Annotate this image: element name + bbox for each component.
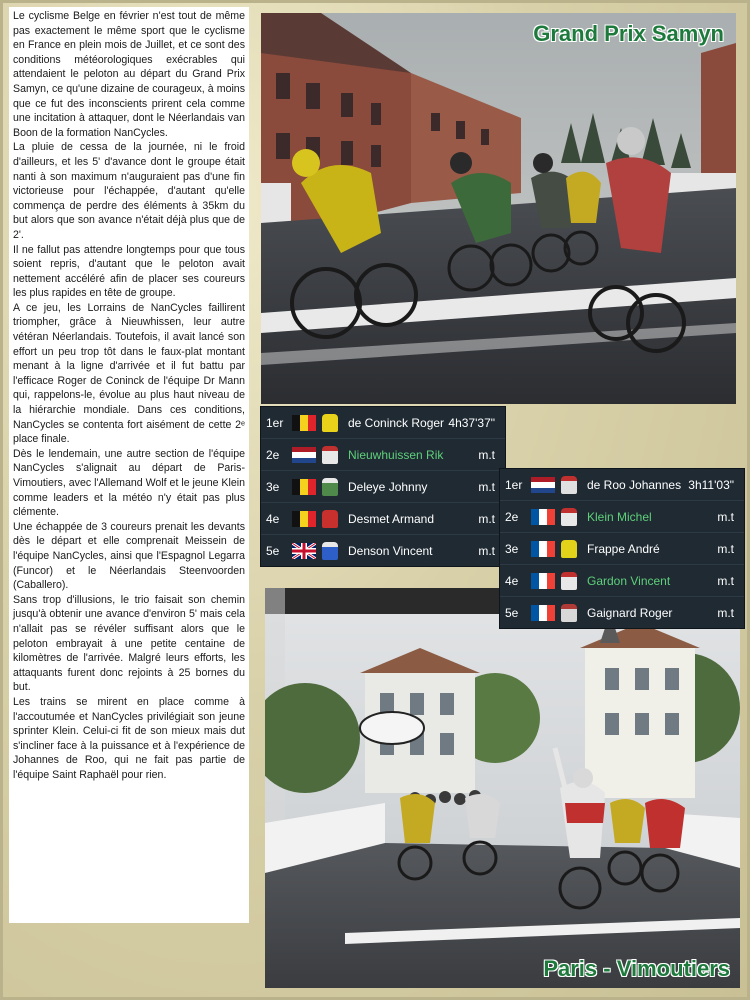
- result-row: [500, 597, 744, 628]
- result-rider-name: Desmet Armand: [348, 511, 435, 526]
- result-rider-name: Denson Vincent: [348, 543, 433, 558]
- flag-belgium-icon: [292, 511, 316, 527]
- jersey-icon: [322, 414, 338, 432]
- article-paragraph: Le cyclisme Belge en février n'est tout de même pas exactement le même sport que le cyclisme en France en plein mois de Juillet, et ce sont des conditions météorologiques exécrables qui attendaient le peloton au départ du Grand Prix Samyn, ce qu'une dizaine de courageux, à moins que ce fut des inconscients prirent cela comme une incitation à attaquer, dont le Néerlandais van Boon de la formation NanCycles.: [13, 10, 245, 139]
- jersey-icon: [322, 446, 338, 464]
- jersey-icon: [561, 572, 577, 590]
- result-row: [500, 565, 744, 597]
- result-row: [261, 471, 505, 503]
- result-rider-name: Gaignard Roger: [587, 605, 673, 620]
- jersey-icon: [322, 510, 338, 528]
- result-rider-name: Deleye Johnny: [348, 479, 428, 494]
- article-paragraph: Dès le lendemain, une autre section de l'équipe NanCycles s'alignait au départ de Paris-Vimoutiers, avec l'Allemand Wolf et le jeune Klein comme leaders et la météo n'y était pas plus clémente.: [13, 447, 245, 519]
- result-time: m.t: [478, 543, 495, 558]
- result-time: m.t: [717, 509, 734, 524]
- race-title-samyn: Grand Prix Samyn: [533, 21, 724, 46]
- jersey-icon: [561, 604, 577, 622]
- result-rider-name: Gardon Vincent: [587, 573, 671, 588]
- jersey-icon: [322, 478, 338, 496]
- article-paragraph: Sans trop d'illusions, le trio faisait son chemin jusqu'à obtenir une avance d'environ 5' mais cela n'allait pas se révéler suffisant alors que le peloton embrayait à une petite centaine de kilomètres de l'arrivée. Malgré leurs efforts, les attaquants furent donc rejoints à 25 bornes du but.: [13, 593, 245, 694]
- result-rider-name: Klein Michel: [587, 509, 652, 524]
- result-row: [500, 501, 744, 533]
- flag-france-icon: [531, 573, 555, 589]
- result-time: m.t: [717, 605, 734, 620]
- jersey-icon: [561, 476, 577, 494]
- result-time: 4h37'37": [448, 415, 495, 430]
- article-paragraph: Une échappée de 3 coureurs prenait les devants dès le départ et elle comprenait Meissein de l'équipe NanCycles, ainsi que l'Espagnol Legarra (Funcor) et le Néerlandais Steenvoorden (Caballero).: [13, 520, 245, 592]
- jersey-icon: [322, 542, 338, 560]
- article-paragraph: La pluie de cessa de la journée, ni le froid d'ailleurs, et les 5' d'avance dont le groupe était nanti à son maximum n'auguraient pas d'une fin victorieuse pour l'échappée, d'autant qu'elle commença de perdre des éléments à 35km du but alors que son avance n'était déjà plus que de 2'.: [13, 141, 245, 241]
- result-row: [261, 407, 505, 439]
- flag-france-icon: [531, 509, 555, 525]
- results-table-samyn: [260, 406, 506, 567]
- result-row: [500, 533, 744, 565]
- race-title-vimoutiers: Paris - Vimoutiers: [543, 956, 730, 981]
- flag-belgium-icon: [292, 415, 316, 431]
- result-time: m.t: [478, 511, 495, 526]
- result-time: m.t: [478, 447, 495, 462]
- result-row: [261, 503, 505, 535]
- result-time: m.t: [478, 479, 495, 494]
- result-rank: 3e: [266, 479, 280, 494]
- race-photo-samyn-illustration: [261, 13, 736, 404]
- result-rider-name: Frappe André: [587, 541, 660, 556]
- jersey-icon: [561, 508, 577, 526]
- result-rank: 3e: [505, 541, 519, 556]
- race-photo-vimoutiers-illustration: [265, 588, 740, 988]
- article-text: [9, 7, 249, 923]
- flag-uk-icon: [292, 543, 316, 559]
- result-row: [500, 469, 744, 501]
- jersey-icon: [561, 540, 577, 558]
- result-rank: 5e: [505, 605, 519, 620]
- result-time: m.t: [717, 541, 734, 556]
- result-rider-name: de Coninck Roger: [348, 415, 445, 430]
- result-rank: 4e: [505, 573, 519, 588]
- article-paragraph: Les trains se mirent en place comme à l'accoutumée et NanCycles privilégiait son jeune sprinter Klein. Celui-ci fit de son mieux mais dut s'incliner face à la puissance et à l'expérience de Johannes de Roo, qui ne fait pas partie de l'équipe Saint Raphaël pour rien.: [13, 695, 245, 781]
- results-table-vimoutiers: [499, 468, 745, 629]
- result-row: [261, 439, 505, 471]
- result-rank: 2e: [266, 447, 280, 462]
- flag-belgium-icon: [292, 479, 316, 495]
- result-rider-name: de Roo Johannes: [587, 477, 682, 492]
- result-rank: 1er: [266, 415, 284, 430]
- result-rank: 2e: [505, 509, 519, 524]
- result-rank: 1er: [505, 477, 523, 492]
- result-rank: 5e: [266, 543, 280, 558]
- flag-netherlands-icon: [531, 477, 555, 493]
- flag-france-icon: [531, 605, 555, 621]
- result-time: m.t: [717, 573, 734, 588]
- result-time: 3h11'03": [688, 477, 734, 492]
- result-rank: 4e: [266, 511, 280, 526]
- race-photo-vimoutiers: [265, 588, 740, 988]
- result-row: [261, 535, 505, 566]
- flag-netherlands-icon: [292, 447, 316, 463]
- article-paragraph: Il ne fallut pas attendre longtemps pour que tous soient repris, d'autant que le peloton avait nettement accéléré afin de placer ses coureurs les plus rapides en tête de groupe.: [13, 243, 245, 300]
- article-paragraph: A ce jeu, les Lorrains de NanCycles faillirent triompher, grâce à Nieuwhissen, leur autre vétéran Néerlandais. Toutefois, il avait lancé son effort un peu trop tôt dans le faux-plat montant menant à la ligne d'arrivée et il fut battu par l'efficace Roger de Coninck de l'équipe Dr Mann qui, rappelons-le, évolue au plus haut niveau de la hiérarchie mondiale. Dans ces conditions, NanCycles se contenta fort aisément de cette 2ᵉ place finale.: [13, 301, 245, 446]
- result-rider-name: Nieuwhuissen Rik: [348, 447, 444, 462]
- flag-france-icon: [531, 541, 555, 557]
- race-photo-samyn: [261, 13, 736, 404]
